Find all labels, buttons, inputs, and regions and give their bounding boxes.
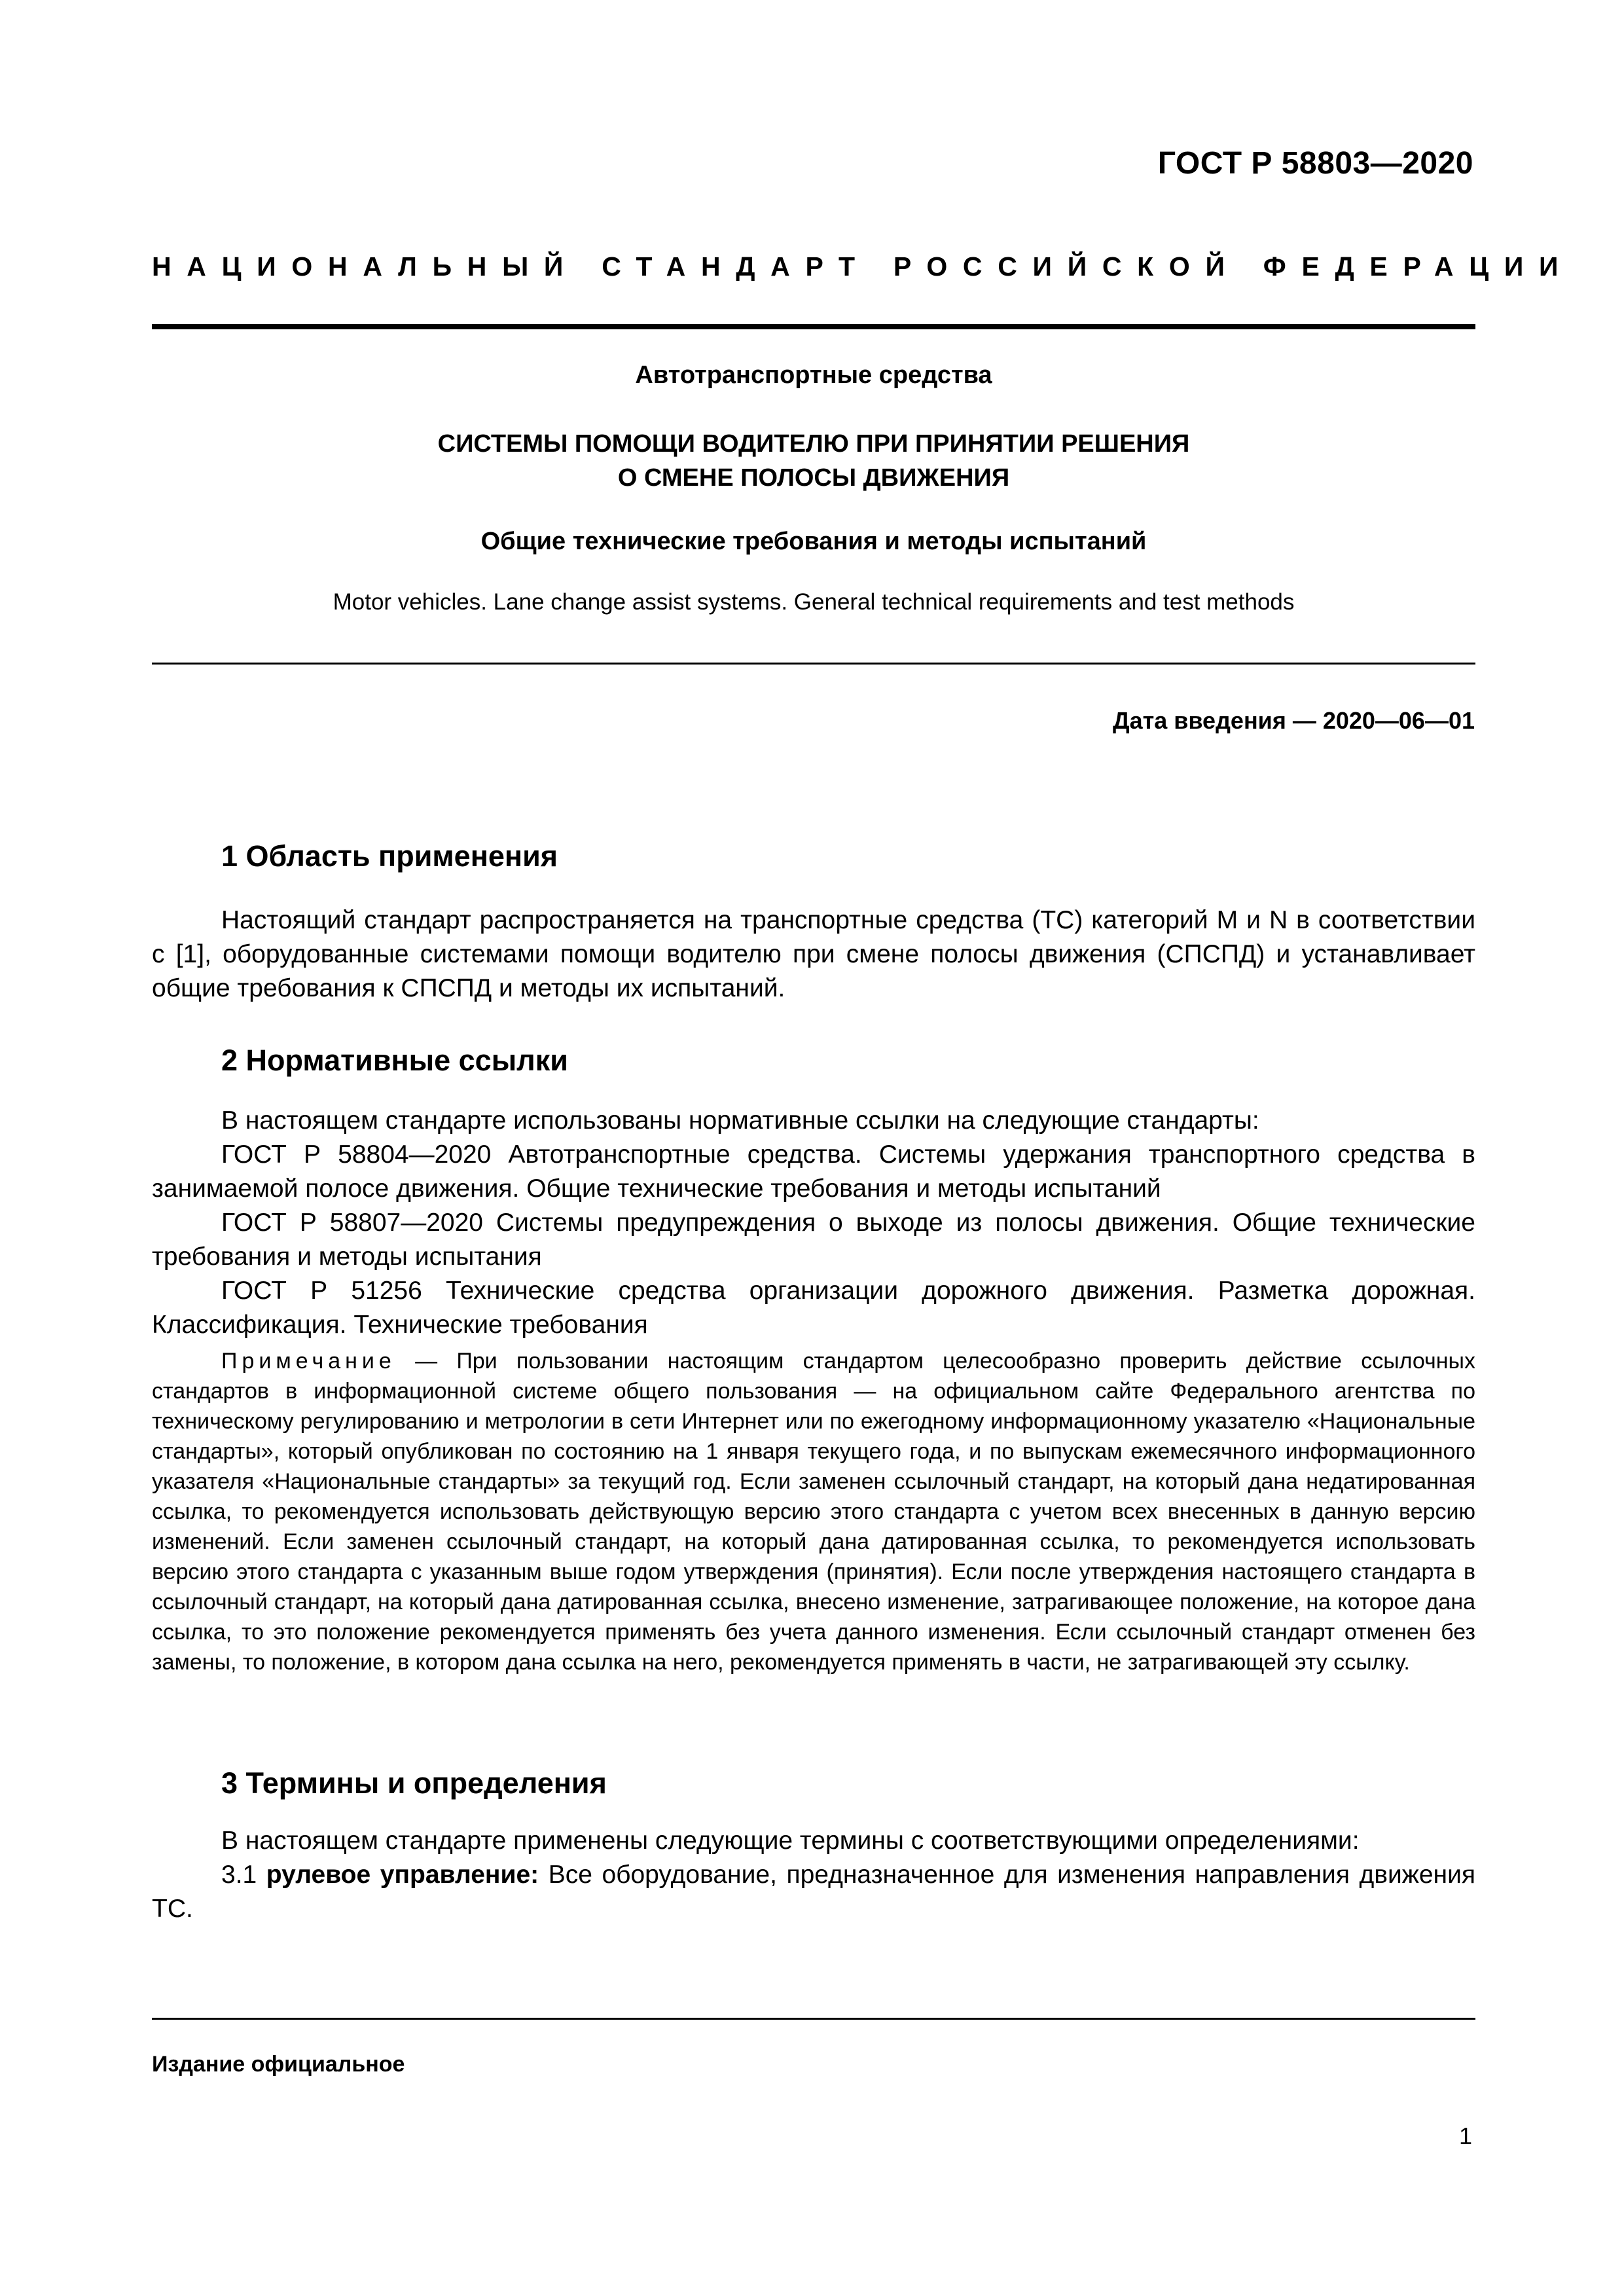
header-divider xyxy=(152,324,1475,329)
term-number: 3.1 xyxy=(221,1861,257,1889)
category-title: Автотранспортные средства xyxy=(635,361,992,389)
reference-item: ГОСТ Р 58804—2020 Автотранспортные средства. Системы удержания транспортного средства в занимаемой полосе движения. Общие технические требования и методы испытаний xyxy=(152,1140,1475,1203)
edition-label: Издание официальное xyxy=(152,2052,405,2077)
section-1-heading: 1 Область применения xyxy=(221,839,558,873)
section-2-heading: 2 Нормативные ссылки xyxy=(221,1044,568,1077)
subtitle: Общие технические требования и методы испытаний xyxy=(480,528,1147,555)
section-1-paragraph: Настоящий стандарт распространяется на транспортные средства (ТС) категорий М и N в соответствии с [1], оборудованные системами помощи водителю при смене полосы движения (СПСПД) и устанавливает общие требования к СПСПД и методы их испытаний. xyxy=(152,906,1475,1002)
section-3-intro: В настоящем стандарте применены следующие термины с соответствующими определениями: xyxy=(221,1827,1360,1855)
english-title: Motor vehicles. Lane change assist systems. General technical requirements and test methods xyxy=(333,589,1295,615)
title-divider xyxy=(152,663,1475,665)
term-3-1 xyxy=(152,1858,1475,1926)
document-number: ГОСТ Р 58803—2020 xyxy=(1157,146,1473,181)
section-1-body xyxy=(152,903,1475,1006)
main-title-line-1: СИСТЕМЫ ПОМОЩИ ВОДИТЕЛЮ ПРИ ПРИНЯТИИ РЕШЕНИЯ xyxy=(437,430,1190,458)
reference-item: ГОСТ Р 58807—2020 Системы предупреждения о выходе из полосы движения. Общие технические требования и методы испытания xyxy=(152,1209,1475,1271)
section-3-body xyxy=(152,1824,1475,1926)
page-number: 1 xyxy=(1458,2123,1472,2149)
main-title xyxy=(152,427,1475,495)
section-2-intro: В настоящем стандарте использованы нормативные ссылки на следующие стандарты: xyxy=(221,1106,1259,1135)
term-name: рулевое управление: xyxy=(266,1861,539,1889)
reference-item: ГОСТ Р 51256 Технические средства организации дорожного движения. Разметка дорожная. Классификация. Технические требования xyxy=(152,1277,1475,1339)
section-2-body xyxy=(152,1104,1475,1342)
footer-divider xyxy=(152,2018,1475,2020)
introduction-date: Дата введения — 2020—06—01 xyxy=(1112,707,1475,734)
note-label: Примечание xyxy=(221,1349,396,1374)
section-3-heading: 3 Термины и определения xyxy=(221,1766,607,1800)
section-2-note xyxy=(152,1346,1475,1677)
national-standard-banner: НАЦИОНАЛЬНЫЙ СТАНДАРТ РОССИЙСКОЙ ФЕДЕРАЦИИ xyxy=(152,251,1574,282)
note-text: — При пользовании настоящим стандартом целесообразно проверить действие ссылочных стандартов в информационной системе общего пользования — на официальном сайте Федерального агентства по техническому регулированию и метрологии в сети Интернет или по ежегодному информационному указателю «Национальные стандарты», который опубликован по состоянию на 1 января текущего года, и по выпускам ежемесячного информационного указателя «Национальные стандарты» за текущий год. Если заменен ссылочный стандарт, на который дана недатированная ссылка, то рекомендуется использовать действующую версию этого стандарта с учетом всех внесенных в данную версию изменений. Если заменен ссылочный стандарт, на который дана датированная ссылка, то рекомендуется использовать версию этого стандарта с указанным выше годом утверждения (принятия). Если после утверждения настоящего стандарта в ссылочный стандарт, на который дана датированная ссылка, внесено изменение, затрагивающее положение, на которое дана ссылка, то это положение рекомендуется применять без учета данного изменения. Если ссылочный стандарт отменен без замены, то положение, в котором дана ссылка на него, рекомендуется применять в части, не затрагивающей эту ссылку. xyxy=(152,1349,1475,1675)
main-title-line-2: О СМЕНЕ ПОЛОСЫ ДВИЖЕНИЯ xyxy=(617,464,1010,492)
note-paragraph xyxy=(152,1346,1475,1677)
term-definition: Все оборудование, предназначенное для изменения направления движения ТС. xyxy=(152,1861,1475,1923)
